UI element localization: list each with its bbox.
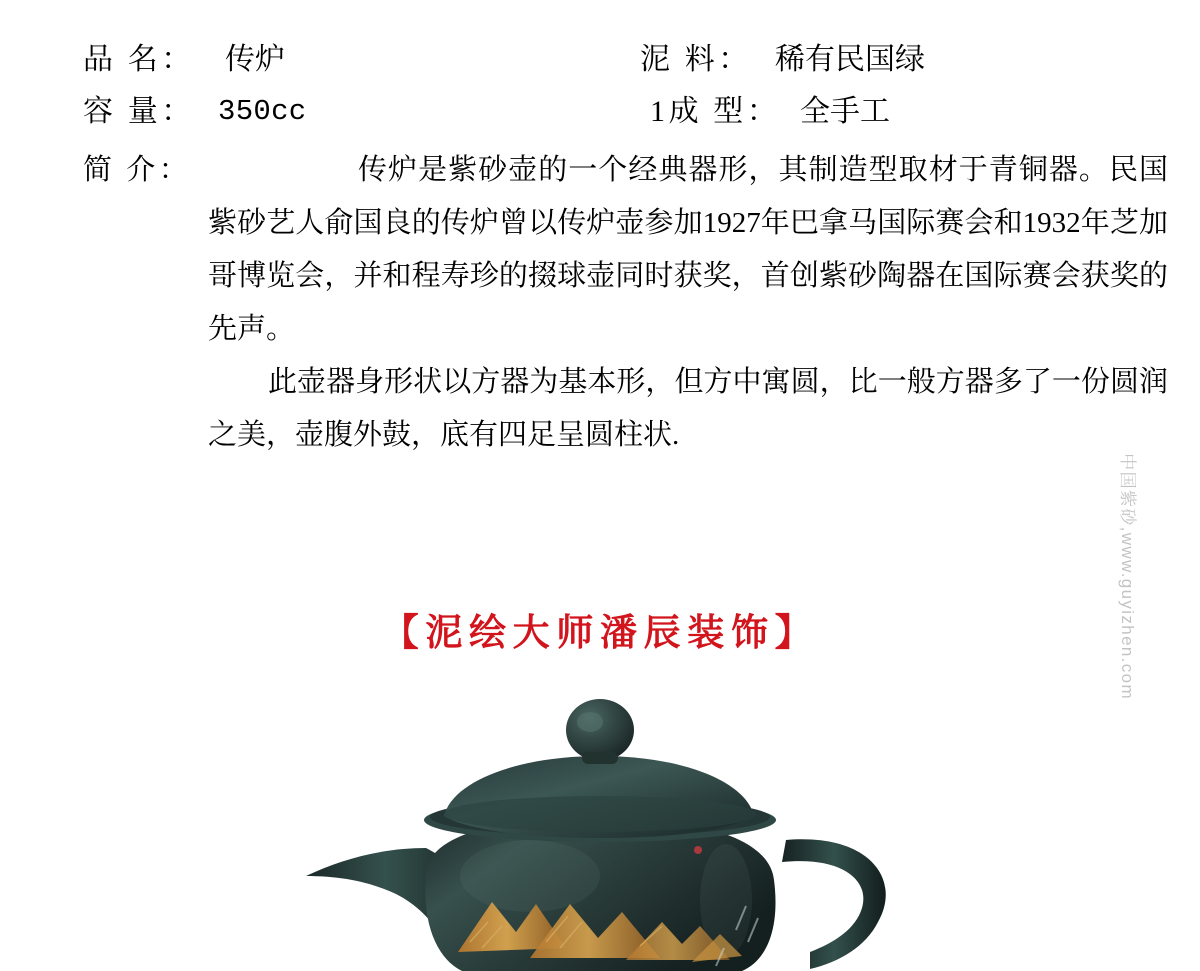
introduction-block (83, 144, 1168, 462)
value-clay-material: 稀有民国绿 (775, 43, 925, 76)
decoration-master-title: 【泥绘大师潘辰装饰】 (381, 613, 819, 654)
label-forming-method: 1成 型： (650, 95, 781, 128)
label-introduction: 简 介： (83, 154, 192, 186)
introduction-paragraph-1: 传炉是紫砂壶的一个经典器形，其制造型取材于青铜器。民国紫砂艺人俞国良的传炉曾以传炉壶参加1927年巴拿马国际赛会和1932年芝加哥博览会，并和程寿珍的掇球壶同时获奖，首创紫砂陶器在国际赛会获奖的先声。 (208, 154, 1168, 345)
label-clay-material: 泥 料： (640, 43, 752, 76)
value-capacity: 350cc (218, 95, 307, 128)
label-capacity: 容 量： (83, 95, 195, 128)
spec-row-capacity (0, 86, 1200, 138)
value-product-name: 传炉 (225, 43, 285, 76)
label-product-name: 品 名： (83, 43, 195, 76)
introduction-paragraph-2: 此壶器身形状以方器为基本形，但方中寓圆，比一般方器多了一份圆润之美，壶腹外鼓，底有四足呈圆柱状. (208, 366, 1168, 451)
watermark-text: 中国紫砂,www.guyizhen.com (1118, 453, 1137, 700)
value-forming-method: 全手工 (800, 95, 890, 128)
teapot-illustration (230, 690, 950, 971)
spec-row-name (0, 34, 1200, 86)
spec-block (0, 34, 1200, 138)
